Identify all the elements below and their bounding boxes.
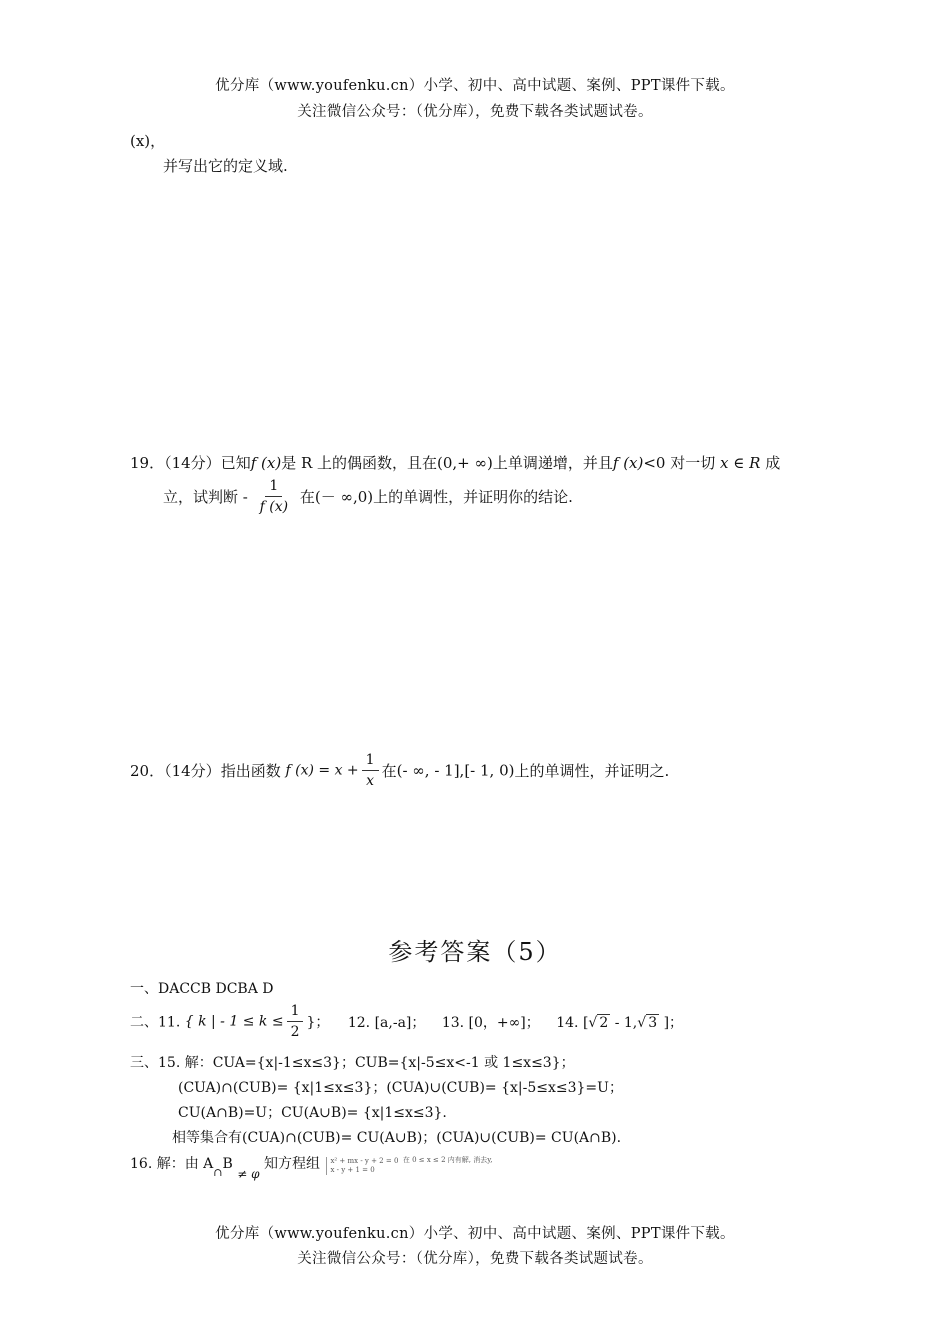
answer-13: 13. [0，+∞]； xyxy=(441,1014,540,1031)
question-20-points: （14分） xyxy=(164,762,221,780)
answer-11-b: }； xyxy=(306,1014,330,1031)
answers-title: 参考答案（5） xyxy=(388,938,562,966)
question-19-line2-a: 立，试判断 - xyxy=(163,488,248,506)
footer-line-2: 关注微信公众号：（优分库），免费下载各类试题试卷。 xyxy=(297,1251,653,1267)
answer-14-sqrt-2: 3 xyxy=(648,1014,658,1031)
answers-section-3-line-4: 相等集合有(CUA)∩(CUB)= CU(A∪B)；(CUA)∪(CUB)= CU(A∩B). xyxy=(172,1130,622,1146)
answer-16-a: 16. 解：由 A xyxy=(130,1156,214,1172)
answer-11-frac-num: 1 xyxy=(287,1003,304,1022)
question-20-text-c: 上的单调性，并证明之. xyxy=(514,762,670,780)
answer-16-not-empty: ≠ φ xyxy=(237,1167,260,1181)
answers-section-2-label: 二、11. xyxy=(130,1014,181,1031)
answer-14-a: 14. [ xyxy=(556,1014,589,1031)
question-20-fraction xyxy=(362,752,379,789)
sqrt-icon: √ xyxy=(637,1014,647,1031)
question-20-frac-den: x xyxy=(366,773,375,789)
answers-section-3-line-1: 三、15. 解：CUA={x|-1≤x≤3}；CUB={x|-5≤x<-1 或 1≤x≤3}； xyxy=(130,1055,575,1071)
question-20-line xyxy=(130,752,669,789)
answer-16-equation-system xyxy=(326,1157,398,1175)
answer-16-eq-1: x² + mx - y + 2 = 0 xyxy=(330,1157,399,1165)
header-line-2: 关注微信公众号：（优分库），免费下载各类试题试卷。 xyxy=(297,104,653,120)
answer-16-c: 知方程组 xyxy=(263,1156,320,1172)
question-19-fx2: f (x) xyxy=(612,454,644,472)
header-line-1: 优分库（www.youfenku.cn）小学、初中、高中试题、案例、PPT课件下载。 xyxy=(215,78,735,94)
question-19-frac-den: f (x) xyxy=(259,499,289,515)
answer-14-c: ]； xyxy=(663,1014,684,1031)
question-19-fx: f (x) xyxy=(250,454,282,472)
question-20-text-b: 在 xyxy=(381,762,397,780)
answer-11-frac-den: 2 xyxy=(290,1024,300,1040)
question-19-text-a: 已知 xyxy=(220,454,251,472)
question-19-text-c: <0 对一切 xyxy=(643,454,716,472)
answers-section-3-line-3: CU(A∩B)=U；CU(A∪B)= {x|1≤x≤3}. xyxy=(178,1105,447,1121)
answers-section-3-line-2: (CUA)∩(CUB)= {x|1≤x≤3}；(CUA)∪(CUB)= {x|-5≤x≤3}=U； xyxy=(178,1080,623,1096)
answer-16-b: B xyxy=(222,1156,233,1172)
answers-section-2 xyxy=(130,1003,683,1040)
question-20-interval-2: [- 1, 0) xyxy=(464,761,515,780)
question-19-fraction xyxy=(256,478,292,515)
sqrt-icon: √ xyxy=(588,1014,598,1031)
question-20-function: f (x) = x + xyxy=(285,762,359,779)
answer-11-a: { k | - 1 ≤ k ≤ xyxy=(184,1013,284,1030)
question-20-separator: , xyxy=(459,761,465,780)
answer-14-b: - 1, xyxy=(614,1014,638,1031)
question-19-line-2 xyxy=(163,478,573,515)
answers-section-1: 一、DACCB DCBA D xyxy=(130,981,274,997)
question-20-frac-num: 1 xyxy=(362,752,379,771)
question-20-text-a: 指出函数 xyxy=(220,762,281,780)
question-20-interval-1: (- ∞, - 1] xyxy=(396,761,460,780)
question-19-line2-b: 在(－ ∞,0)上的单调性，并证明你的结论. xyxy=(299,488,573,506)
answer-14 xyxy=(556,1015,683,1031)
prev-question-line-1: (x)， xyxy=(130,132,166,150)
question-20-number: 20． xyxy=(130,762,165,780)
answer-12: 12. [a,-a]； xyxy=(347,1014,426,1031)
question-19-text-d: 成 xyxy=(765,454,781,472)
answer-16-eq-2: x - y + 1 = 0 xyxy=(330,1166,375,1174)
question-19-frac-num: 1 xyxy=(265,478,282,497)
question-19-points: （14分） xyxy=(164,454,221,472)
answer-16-line xyxy=(130,1153,493,1181)
answer-16-intersection: ∩ xyxy=(213,1166,223,1179)
prev-question-line-2: 并写出它的定义域. xyxy=(163,157,288,175)
question-19-number: 19． xyxy=(130,454,165,472)
question-19-text-b: 是 R 上的偶函数，且在(0,+ ∞)上单调递增，并且 xyxy=(281,454,613,472)
answer-14-sqrt-1: 2 xyxy=(599,1014,609,1031)
answer-16-tail: 在 0 ≤ x ≤ 2 内有解, 消去y, xyxy=(402,1156,493,1164)
question-19-condition: x ∈ R xyxy=(720,454,761,472)
answer-11-fraction xyxy=(287,1003,304,1040)
footer-line-1: 优分库（www.youfenku.cn）小学、初中、高中试题、案例、PPT课件下载。 xyxy=(215,1226,735,1242)
question-19-line-1 xyxy=(130,452,780,473)
